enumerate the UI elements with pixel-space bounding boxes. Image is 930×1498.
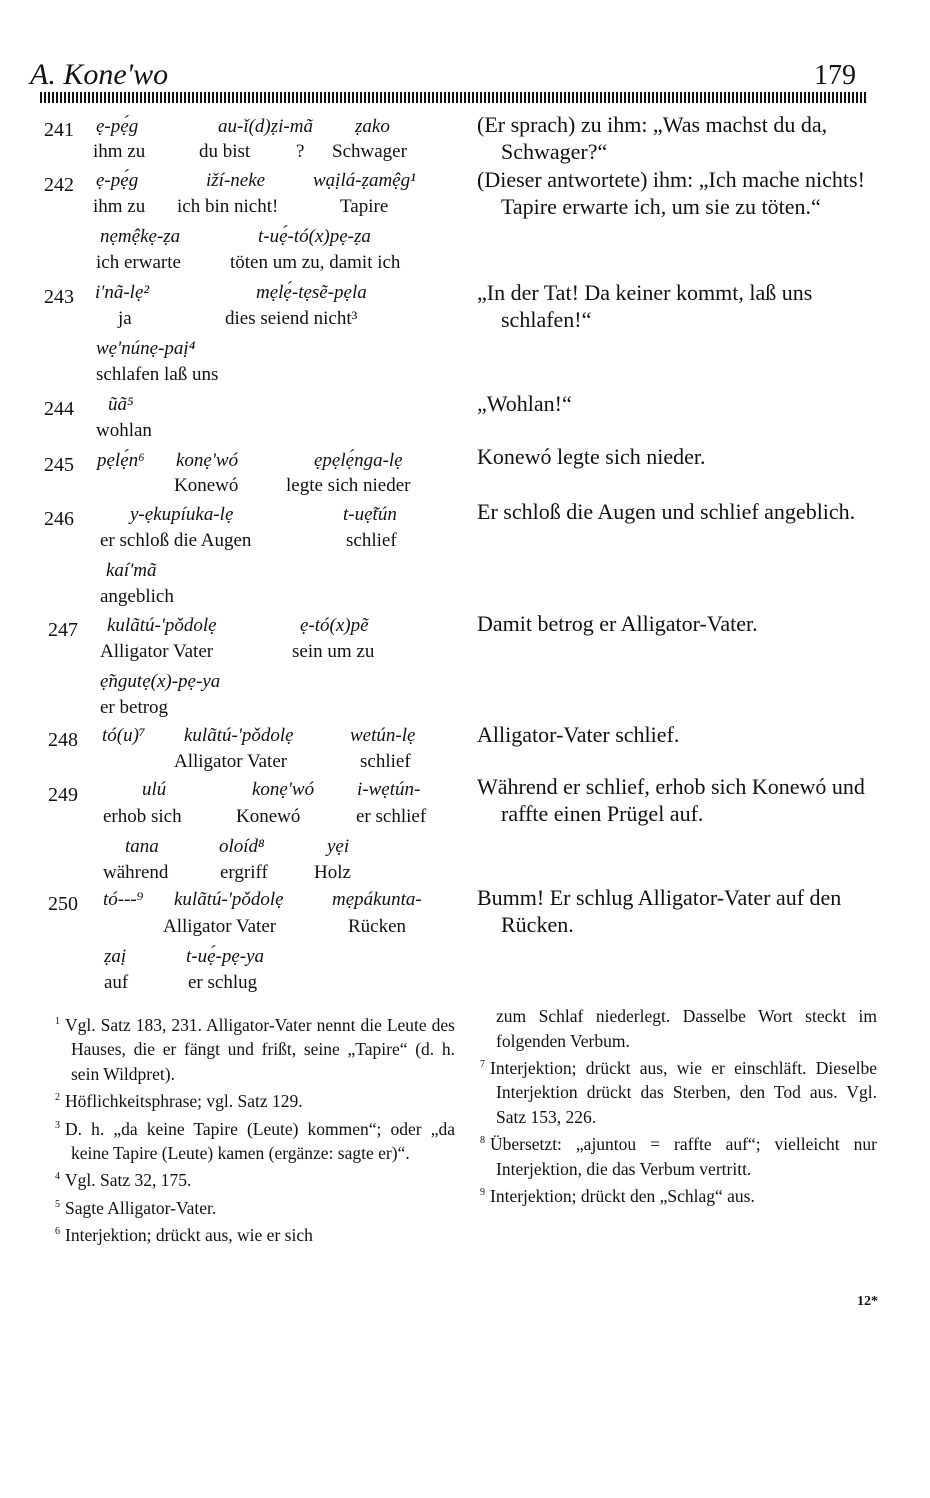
gloss: du bist	[199, 141, 251, 162]
gloss: er schlug	[188, 972, 258, 993]
native-word: mẹlẹ́-tẹsẽ-pẹla	[256, 282, 367, 303]
native-word: au-ǐ(d)ẓi-mã	[218, 116, 313, 137]
footnote-mark: 6	[55, 1226, 60, 1238]
header-rule	[40, 92, 868, 103]
gloss: Schwager	[332, 141, 407, 162]
translation: (Er sprach) zu ihm: „Was machst du da, Schwager?“	[477, 112, 828, 164]
footnotes-right	[480, 1004, 877, 1208]
gloss: Konewó	[236, 806, 301, 827]
gloss: während	[103, 862, 169, 883]
gloss: Alligator Vater	[100, 641, 214, 662]
footnote	[55, 1165, 455, 1192]
native-word: oloíd⁸	[219, 836, 265, 857]
native-word: tó---⁹	[103, 889, 144, 910]
sentence-number: 247	[48, 619, 78, 641]
gloss: er betrog	[100, 697, 169, 718]
signature-mark: 12*	[857, 1294, 878, 1309]
gloss: erhob sich	[103, 806, 182, 827]
native-word: i'nã-lẹ²	[95, 282, 150, 303]
translation: „Wohlan!“	[477, 391, 572, 416]
gloss: Konewó	[174, 475, 239, 496]
native-word: ẹ-pẹ́g	[96, 116, 139, 137]
sentence-number: 248	[48, 729, 78, 751]
native-word: tó(u)⁷	[102, 725, 146, 746]
running-title: A. Kone'wo	[30, 58, 169, 91]
gloss: angeblich	[100, 586, 174, 607]
sentence-number: 243	[44, 286, 74, 308]
footnote-mark: 9	[480, 1187, 485, 1199]
gloss: schlafen laß uns	[96, 364, 219, 385]
footnote	[55, 1114, 455, 1166]
footnote-mark: 3	[55, 1119, 60, 1131]
native-word: y-ẹkupíuka-lẹ	[130, 504, 234, 525]
gloss: wohlan	[96, 420, 152, 441]
native-word: ẹ̃ngutẹ(x)-pẹ-ya	[100, 671, 221, 692]
gloss: ihm zu	[93, 196, 146, 217]
gloss: Holz	[314, 862, 351, 883]
native-word: wẹ'núnẹ-paị⁴	[96, 338, 196, 359]
translation: (Dieser antwortete) ihm: „Ich mache nichts! Tapire erwarte ich, um sie zu töten.“	[477, 167, 865, 219]
footnote-mark: 2	[55, 1092, 60, 1104]
translation: „In der Tat! Da keiner kommt, laß uns schlafen!“	[477, 280, 813, 332]
gloss: dies seiend nicht³	[225, 308, 358, 329]
footnote-mark: 1	[55, 1016, 60, 1027]
native-word: ẹ-pẹ́g	[96, 170, 139, 191]
footnote	[480, 1129, 877, 1181]
gloss: ?	[296, 141, 305, 162]
footnote	[55, 1086, 455, 1113]
native-word: ũã⁵	[108, 394, 134, 415]
native-word: t-uẹ́-tó(x)pẹ-ẓa	[258, 226, 371, 247]
native-word: kulãtú-'pǒdolẹ	[174, 889, 284, 910]
native-word: wetún-lẹ	[350, 725, 416, 746]
gloss: er schlief	[356, 806, 427, 827]
native-word: yẹi	[327, 836, 350, 857]
native-word: i-wẹtún-	[357, 779, 421, 800]
footnote-text: Interjektion; drückt den „Schlag“ aus.	[490, 1185, 755, 1206]
translation: Alligator-Vater schlief.	[477, 722, 680, 747]
gloss: ich erwarte	[96, 252, 181, 273]
gloss: er schloß die Augen	[100, 530, 252, 551]
footnote	[55, 1193, 455, 1220]
gloss: Alligator Vater	[174, 751, 288, 772]
gloss: ich bin nicht!	[177, 196, 279, 217]
footnote-text: D. h. „da keine Tapire (Leute) kommen“; oder „da keine Tapire (Leute) kamen (ergänze: sagte er)“.	[65, 1118, 455, 1163]
translation: Konewó legte sich nieder.	[477, 444, 706, 469]
footnote-continuation: zum Schlaf niederlegt. Dasselbe Wort steckt im folgenden Verbum.	[496, 1006, 877, 1051]
gloss: ja	[118, 308, 132, 329]
footnote-text: Übersetzt: „ajuntou = raffte auf“; vielleicht nur Interjektion, die das Verbum vertritt.	[490, 1134, 877, 1179]
footnote	[480, 1181, 877, 1208]
translation: Bumm! Er schlug Alligator-Vater auf den Rücken.	[477, 885, 842, 937]
footnote	[55, 1220, 455, 1247]
native-word: ẓako	[355, 116, 390, 137]
translation: Damit betrog er Alligator-Vater.	[477, 611, 758, 636]
gloss: legte sich nieder	[286, 475, 411, 496]
footnote-mark: 8	[480, 1135, 485, 1147]
native-word: tana	[125, 836, 159, 857]
footnote-mark: 5	[55, 1198, 60, 1210]
native-word: mẹpákunta-	[332, 889, 422, 910]
native-word: iží-neke	[206, 170, 266, 191]
sentence-number: 242	[44, 174, 74, 196]
footnote-text: Interjektion; drückt aus, wie er einschläft. Dieselbe Interjektion drückt das Sterben, den Tod aus. Vgl. Satz 153, 226.	[490, 1057, 877, 1127]
native-word: pẹlẹ́n⁶	[97, 450, 145, 471]
translation: Während er schlief, erhob sich Konewó und raffte einen Prügel auf.	[477, 774, 865, 826]
gloss: sein um zu	[292, 641, 375, 662]
gloss: schlief	[346, 530, 397, 551]
footnote-mark: 4	[55, 1171, 60, 1183]
sentence-number: 250	[48, 893, 78, 915]
footnote-text: Vgl. Satz 183, 231. Alligator-Vater nennt die Leute des Hauses, die er fängt und frißt, seine „Tapire“ (d. h. sein Wildpret).	[65, 1014, 455, 1084]
footnote	[480, 1053, 877, 1129]
native-word: konẹ'wó	[176, 450, 239, 471]
native-word: konẹ'wó	[252, 779, 315, 800]
sentence-number: 241	[44, 119, 74, 141]
native-word: wạịlá-ẓamệg¹	[313, 170, 416, 191]
native-word: t-uẹ́-pẹ-ya	[186, 946, 265, 967]
sentence-number: 245	[44, 454, 74, 476]
sentence-number: 244	[44, 398, 74, 420]
native-word: kaí'mã	[106, 560, 157, 581]
gloss: töten um zu, damit ich	[230, 252, 401, 273]
gloss: ihm zu	[93, 141, 146, 162]
native-word: kulãtú-'pǒdolẹ	[184, 725, 294, 746]
page-number: 179	[814, 60, 856, 91]
gloss: Tapire	[340, 196, 389, 217]
footnote	[55, 1010, 455, 1086]
native-word: ẹ-tó(x)pẽ	[300, 615, 369, 636]
gloss: Rücken	[348, 916, 407, 937]
native-word: kulãtú-'pǒdolẹ	[107, 615, 217, 636]
translation: Er schloß die Augen und schlief angeblich.	[477, 499, 856, 524]
footnote-text: Interjektion; drückt aus, wie er sich	[65, 1224, 313, 1245]
sentence-number: 246	[44, 508, 74, 530]
native-word: ulú	[142, 779, 167, 800]
native-word: t-uẹ̃tún	[343, 504, 397, 525]
gloss: auf	[104, 972, 129, 993]
gloss: Alligator Vater	[163, 916, 277, 937]
footnote-mark: 7	[480, 1059, 485, 1070]
native-word: nẹmệkẹ-ẓa	[100, 226, 181, 247]
native-word: ẓaị	[104, 946, 127, 967]
sentence-number: 249	[48, 784, 78, 806]
footnote-text: Sagte Alligator-Vater.	[65, 1197, 217, 1218]
footnotes-left	[55, 1010, 455, 1247]
gloss: ergriff	[220, 862, 268, 883]
gloss: schlief	[360, 751, 411, 772]
native-word: ẹpẹlẹ́nga-lẹ	[314, 450, 403, 471]
footnote-text: Höflichkeitsphrase; vgl. Satz 129.	[65, 1091, 303, 1112]
footnote-text: Vgl. Satz 32, 175.	[65, 1170, 192, 1191]
